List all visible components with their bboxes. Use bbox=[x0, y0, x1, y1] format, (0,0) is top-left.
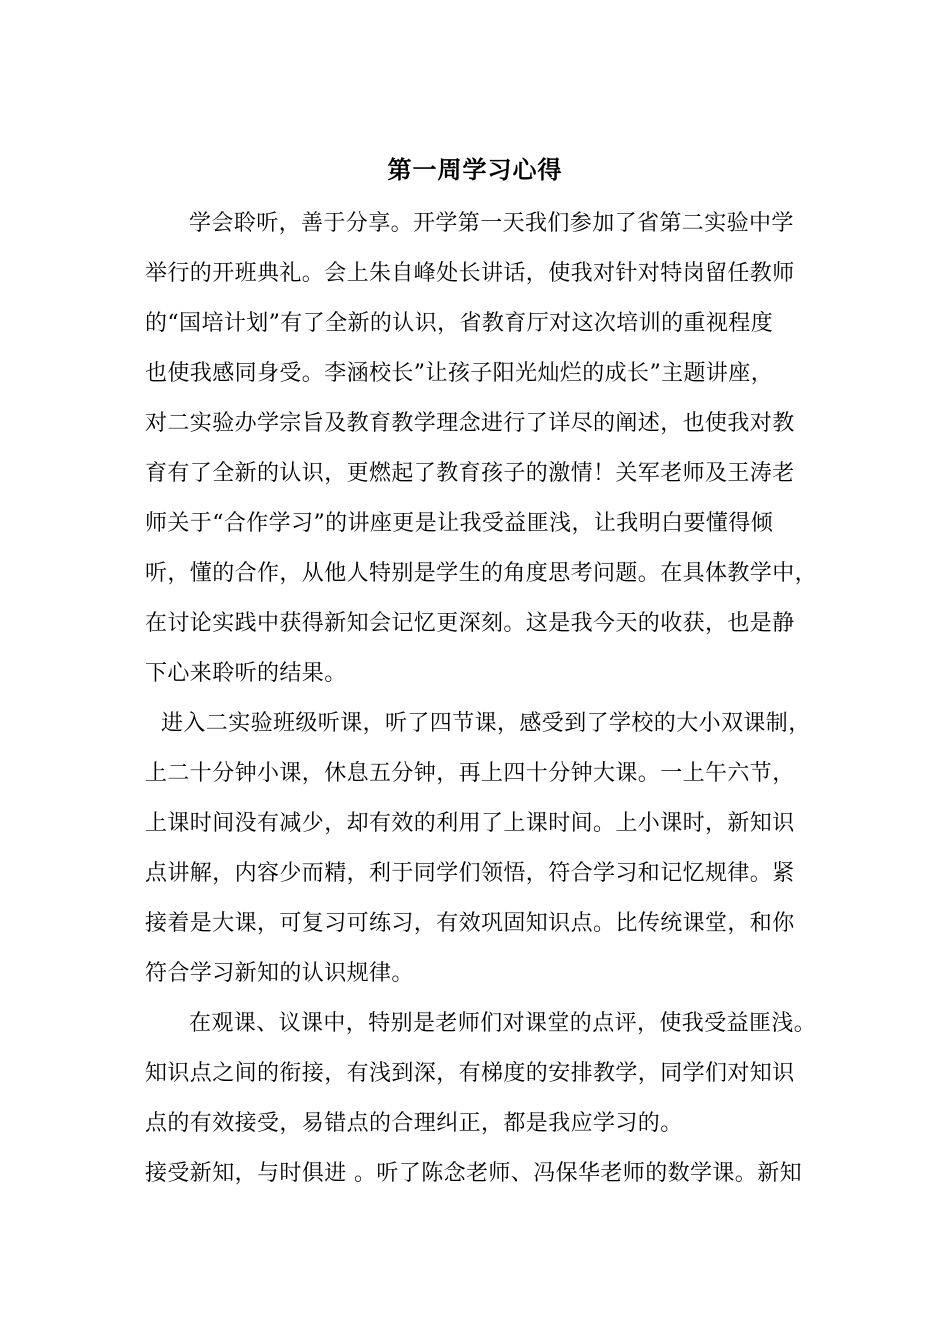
paragraph-1-line-10: 下心来聆听的结果。 bbox=[145, 661, 347, 686]
paragraph-1-line-1: 学会聆听，善于分享。开学第一天我们参加了省第二实验中学 bbox=[189, 211, 794, 236]
paragraph-2-line-3: 上课时间没有减少，却有效的利用了上课时间。上小课时，新知识 bbox=[145, 811, 795, 836]
paragraph-1-line-4: 也使我感同身受。李涵校长”让孩子阳光灿烂的成长”主题讲座， bbox=[145, 361, 774, 386]
paragraph-2-line-5: 接着是大课，可复习可练习，有效巩固知识点。比传统课堂，和你 bbox=[145, 911, 795, 936]
paragraph-1-line-5: 对二实验办学宗旨及教育教学理念进行了详尽的阐述，也使我对教 bbox=[145, 411, 795, 436]
document-title: 第一周学习心得 bbox=[387, 155, 563, 184]
paragraph-3-line-2: 知识点之间的衔接，有浅到深，有梯度的安排教学，同学们对知识 bbox=[145, 1061, 795, 1086]
paragraph-1-line-8: 听，懂的合作，从他人特别是学生的角度思考问题。在具体教学中， bbox=[145, 561, 818, 586]
paragraph-1-line-2: 举行的开班典礼。会上朱自峰处长讲话，使我对针对特岗留任教师 bbox=[145, 261, 795, 286]
paragraph-2-line-2: 上二十分钟小课，休息五分钟，再上四十分钟大课。一上午六节， bbox=[145, 761, 795, 786]
paragraph-2-line-4: 点讲解，内容少而精，利于同学们领悟，符合学习和记忆规律。紧 bbox=[145, 861, 795, 886]
paragraph-2-line-6: 符合学习新知的认识规律。 bbox=[145, 961, 414, 986]
paragraph-4-line-1: 接受新知，与时俱进 。听了陈念老师、冯保华老师的数学课。新知 bbox=[145, 1161, 802, 1186]
paragraph-1-line-9: 在讨论实践中获得新知会记忆更深刻。这是我今天的收获，也是静 bbox=[145, 611, 795, 636]
paragraph-2-line-1: 进入二实验班级听课，听了四节课，感受到了学校的大小双课制， bbox=[161, 711, 811, 736]
paragraph-3-line-3: 点的有效接受，易错点的合理纠正，都是我应学习的。 bbox=[145, 1111, 683, 1136]
paragraph-1-line-3: 的“国培计划”有了全新的认识，省教育厅对这次培训的重视程度 bbox=[145, 311, 774, 336]
paragraph-1-line-7: 师关于“合作学习”的讲座更是让我受益匪浅，让我明白要懂得倾 bbox=[145, 511, 774, 536]
paragraph-3-line-1: 在观课、议课中，特别是老师们对课堂的点评，使我受益匪浅。 bbox=[189, 1011, 817, 1036]
paragraph-1-line-6: 育有了全新的认识，更燃起了教育孩子的激情！关军老师及王涛老 bbox=[145, 461, 795, 486]
